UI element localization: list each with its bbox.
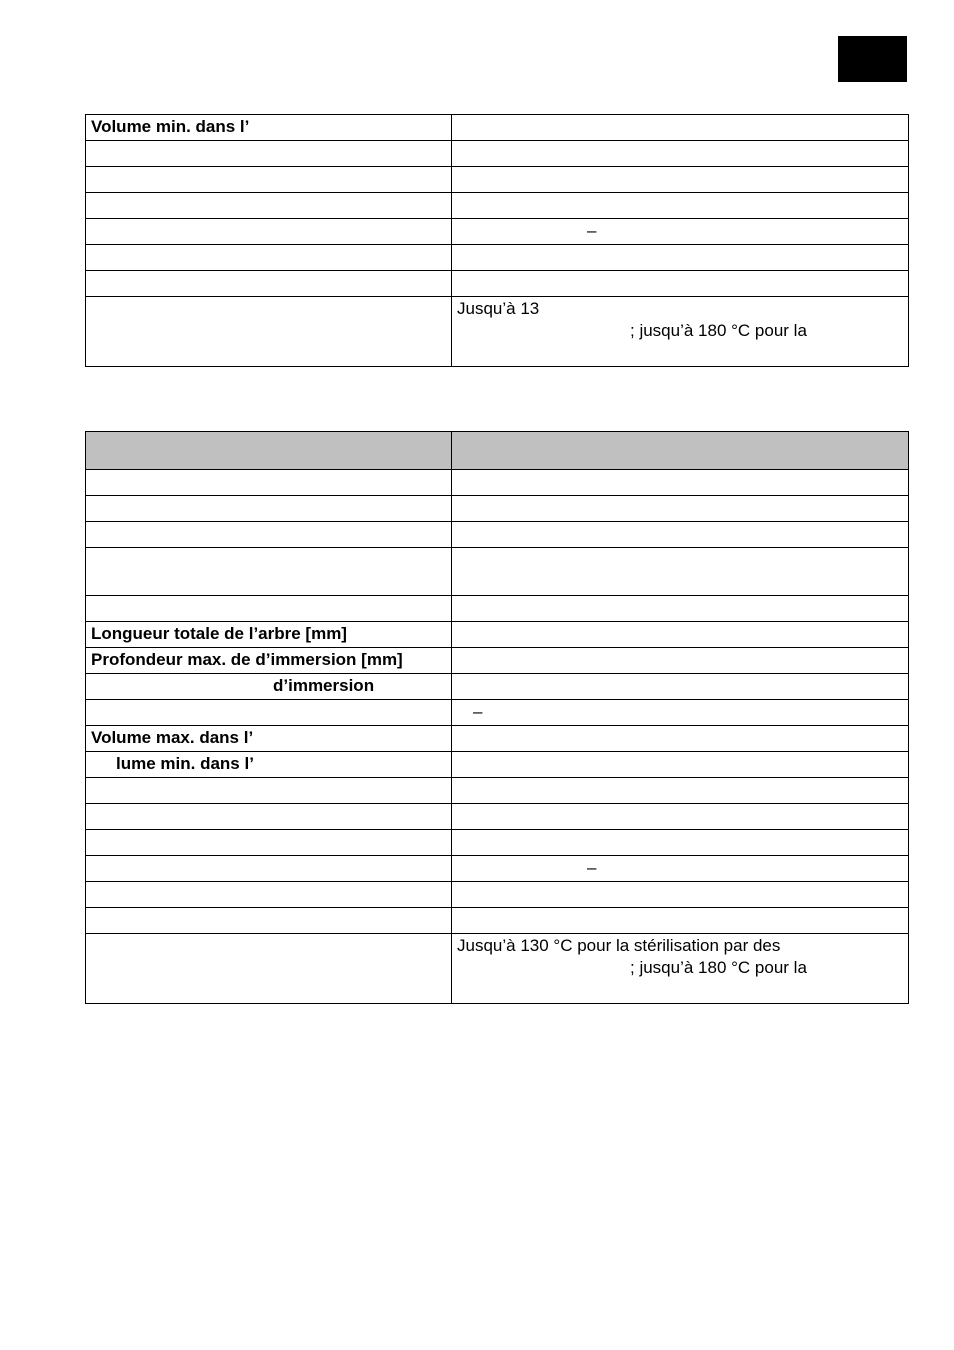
row-label xyxy=(86,778,452,804)
row-label xyxy=(86,167,452,193)
table-row xyxy=(86,470,909,496)
row-value xyxy=(452,648,909,674)
row-value xyxy=(452,778,909,804)
row-label-text: d’immersion xyxy=(273,676,375,695)
table-row xyxy=(86,297,909,367)
row-value-text: – xyxy=(587,221,597,240)
row-value xyxy=(452,856,909,882)
table-row xyxy=(86,193,909,219)
table-row xyxy=(86,522,909,548)
table-row xyxy=(86,648,909,674)
table-row xyxy=(86,496,909,522)
row-label xyxy=(86,297,452,367)
table-row xyxy=(86,141,909,167)
row-label: Volume max. dans l’ xyxy=(86,726,452,752)
row-label xyxy=(86,596,452,622)
row-label xyxy=(86,193,452,219)
header-cell-1 xyxy=(86,432,452,470)
row-label xyxy=(86,141,452,167)
table-row xyxy=(86,804,909,830)
row-label xyxy=(86,882,452,908)
row-value xyxy=(452,882,909,908)
table-row xyxy=(86,622,909,648)
table-row xyxy=(86,752,909,778)
row-value xyxy=(452,830,909,856)
row-label xyxy=(86,548,452,596)
table-row xyxy=(86,548,909,596)
row-label: Longueur totale de l’arbre [mm] xyxy=(86,622,452,648)
row-value xyxy=(452,548,909,596)
table-row xyxy=(86,908,909,934)
row-value-text: – xyxy=(473,702,483,721)
row-value xyxy=(452,674,909,700)
row-label xyxy=(86,674,452,700)
row-label xyxy=(86,752,452,778)
row-value xyxy=(452,141,909,167)
table-row xyxy=(86,830,909,856)
row-label xyxy=(86,830,452,856)
row-value-line-1: Jusqu’à 13 xyxy=(457,299,540,318)
row-label xyxy=(86,804,452,830)
row-value-text: – xyxy=(587,858,597,877)
row-label: Profondeur max. de d’immersion [mm] xyxy=(86,648,452,674)
row-value xyxy=(452,752,909,778)
table-row xyxy=(86,271,909,297)
row-value xyxy=(452,271,909,297)
table-row xyxy=(86,882,909,908)
row-label xyxy=(86,219,452,245)
table-row xyxy=(86,596,909,622)
table-row xyxy=(86,726,909,752)
row-value xyxy=(452,115,909,141)
spec-table-1 xyxy=(85,114,909,367)
row-value xyxy=(452,934,909,1004)
row-value xyxy=(452,804,909,830)
table-row xyxy=(86,934,909,1004)
row-value xyxy=(452,700,909,726)
row-value xyxy=(452,219,909,245)
table-row xyxy=(86,856,909,882)
row-value xyxy=(452,596,909,622)
row-value xyxy=(452,297,909,367)
row-label xyxy=(86,470,452,496)
row-value-line-2: ; jusqu’à 180 °C pour la xyxy=(630,321,807,340)
table-row xyxy=(86,167,909,193)
language-tab xyxy=(838,36,907,82)
row-label xyxy=(86,700,452,726)
row-value-line-2: ; jusqu’à 180 °C pour la xyxy=(630,958,807,977)
header-cell-2 xyxy=(452,432,909,470)
table-row xyxy=(86,115,909,141)
row-label xyxy=(86,496,452,522)
row-value xyxy=(452,726,909,752)
row-value xyxy=(452,622,909,648)
table-row xyxy=(86,674,909,700)
row-label xyxy=(86,856,452,882)
row-value xyxy=(452,496,909,522)
table-row xyxy=(86,245,909,271)
row-value-line-1: Jusqu’à 130 °C pour la stérilisation par des xyxy=(457,936,781,955)
row-label-text: lume min. dans l’ xyxy=(116,754,254,773)
row-label xyxy=(86,271,452,297)
row-value xyxy=(452,167,909,193)
row-value xyxy=(452,908,909,934)
row-label xyxy=(86,908,452,934)
table-row xyxy=(86,778,909,804)
row-value xyxy=(452,522,909,548)
row-value xyxy=(452,470,909,496)
row-label xyxy=(86,934,452,1004)
row-value xyxy=(452,193,909,219)
row-value xyxy=(452,245,909,271)
table-row xyxy=(86,700,909,726)
table-header-row xyxy=(86,432,909,470)
row-label xyxy=(86,522,452,548)
row-label: Volume min. dans l’ xyxy=(86,115,452,141)
table-row xyxy=(86,219,909,245)
row-label xyxy=(86,245,452,271)
spec-table-2 xyxy=(85,431,909,1004)
